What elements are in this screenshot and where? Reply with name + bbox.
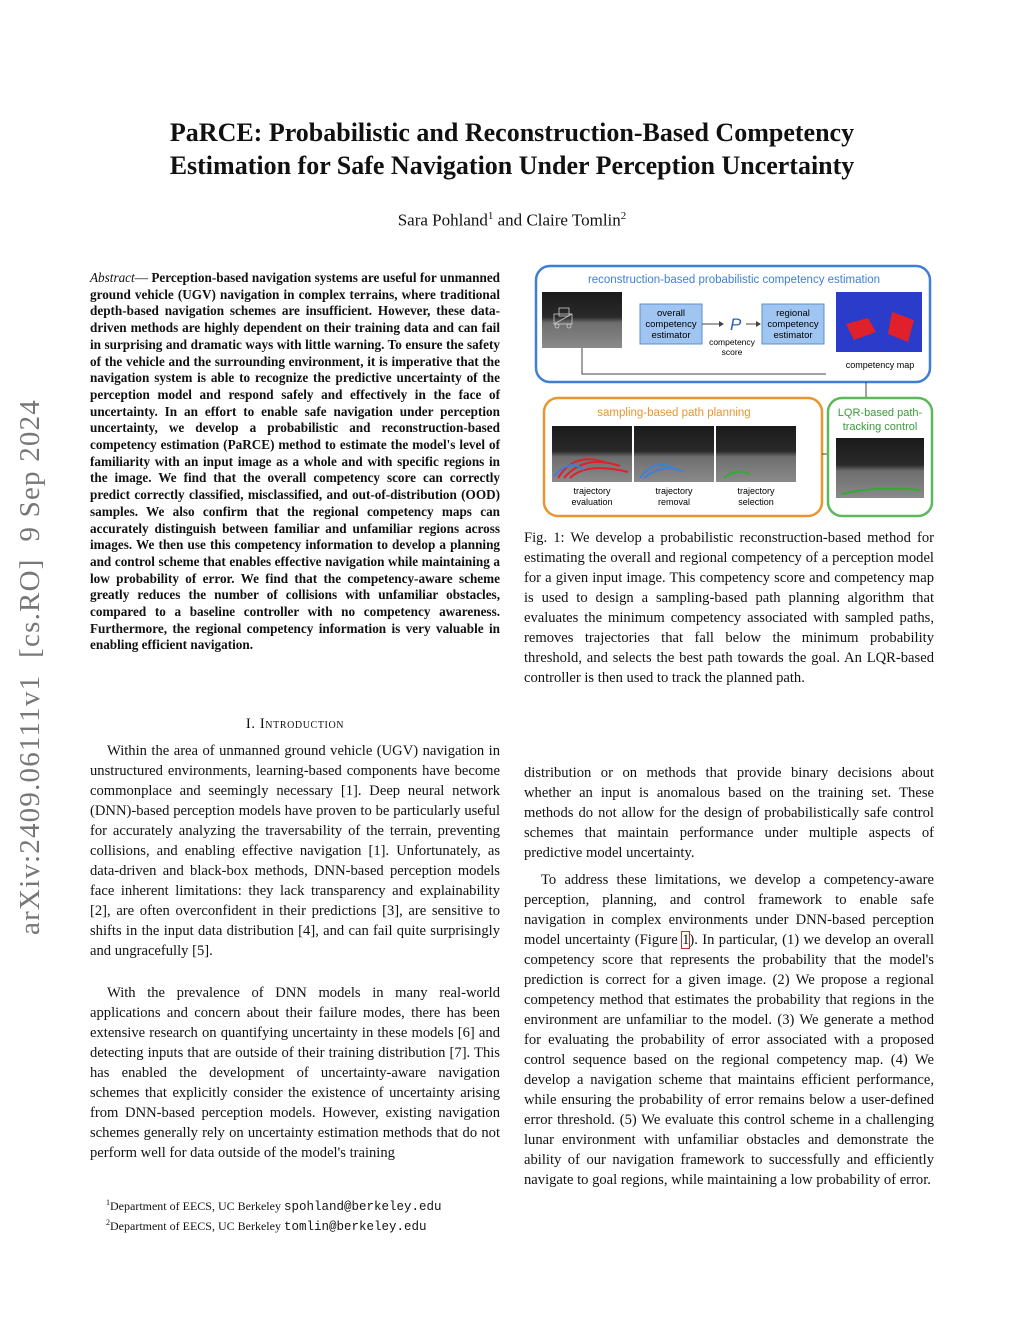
figure-1-caption (524, 528, 934, 688)
abstract (90, 270, 500, 654)
author-1-affil: 1 (487, 210, 494, 222)
intro-paragraph-2 (90, 983, 500, 1163)
regional-box-line-2: competency (767, 319, 819, 330)
footnote-2-mark: 2 (106, 1218, 110, 1227)
right-paragraph-2 (524, 870, 934, 1190)
right-p2-text-a: To address these limitations, we develop a competency-aware perception, planning, and control framework to enable safe navigation in complex environments under DNN-based perception model uncertainty (Figure (524, 872, 934, 948)
panel-title-competency: reconstruction-based probabilistic competency estimation (587, 274, 881, 286)
footnote-2 (90, 1215, 500, 1235)
title-line-2: Estimation for Safe Navigation Under Perception Uncertainty (169, 151, 855, 180)
section-heading-text: I. Introduction (245, 716, 345, 732)
panel-title-planning: sampling-based path planning (597, 407, 751, 419)
trajectory-selection-image (716, 426, 796, 482)
intro-paragraph-1 (90, 741, 500, 961)
authors (90, 210, 934, 231)
regional-box-line-1: regional (776, 308, 810, 319)
figure-reference-link[interactable]: 1 (682, 932, 690, 948)
right-p2-text-b: ). In particular, (1) we develop an overall competency score that represents the probability that the model's prediction is correct for a given image. (2) We propose a regional competency method that estimates the probability that regions in the environment are unfamiliar to the model. (3) We generate a method for evaluating the probability of error associated with a proposed control sequence based on the regional competency map. (4) We develop a navigation scheme that maintains efficient performance, while ensuring the probability of error remains below a user-defined error threshold. (5) We evaluate this control scheme in a challenging lunar environment with unfamiliar obstacles and demonstrate the ability of our navigation framework to successfully and efficiently navigate to goal regions, while maintaining a low probability of error. (524, 932, 934, 1188)
intro-p1-text: Within the area of unmanned ground vehicle (UGV) navigation in unstructured environments, learning-based components have become commonplace and seemingly necessary [1]. Deep neural network (DNN)-based perception models have proven to be particularly useful for accurately analyzing the traversability of the terrain, preventing collisions, and enabling effective navigation [1]. Unfortunately, as data-driven and black-box methods, DNN-based perception models face inherent limitations: they lack transparency and explainability [2], are often overconfident in their predictions [3], are sensitive to shifts in the input data distribution [4], and can fail quite surprisingly and ungracefully [5]. (90, 743, 500, 959)
arxiv-identifier: arXiv:2409.06111v1 [cs.RO] 9 Sep 2024 (14, 399, 46, 935)
step-evaluation-line-1: trajectory (573, 486, 611, 496)
footnote-1-email[interactable]: spohland@berkeley.edu (283, 1200, 442, 1214)
overall-box-line-2: competency (645, 319, 697, 330)
lqr-title-line-1: LQR-based path- (837, 407, 923, 419)
footnote-1-mark: 1 (106, 1198, 110, 1207)
figure-1 (524, 262, 944, 522)
step-removal-line-1: trajectory (655, 486, 693, 496)
step-removal-line-2: removal (657, 497, 691, 507)
section-heading-introduction (90, 716, 500, 733)
author-2-affil: 2 (620, 210, 627, 222)
trajectory-removal-image (634, 426, 714, 482)
title-line-1: PaRCE: Probabilistic and Reconstruction-Based Competency (169, 118, 855, 147)
footnote-1 (90, 1195, 500, 1215)
author-and: and (493, 210, 527, 230)
footnote-1-text: Department of EECS, UC Berkeley (110, 1199, 284, 1213)
score-label-line-1: competency (709, 337, 755, 347)
abstract-dash: — (134, 270, 152, 285)
regional-box-line-3: estimator (773, 330, 813, 341)
competency-map-label: competency map (845, 360, 915, 370)
step-selection-line-1: trajectory (737, 486, 775, 496)
overall-box-line-3: estimator (651, 330, 691, 341)
caption-text: We develop a probabilistic reconstruction-based method for estimating the overall and regional competency of a perception model for a given input image. This competency score and competency map is used to design a sampling-based path planning algorithm that evaluates the minimum competency associated with sampled paths, removes trajectories that fall below the minimum probability threshold, and selects the best path towards the goal. An LQR-based controller is then used to track the planned path. (524, 530, 934, 686)
right-p1-text: distribution or on methods that provide binary decisions about whether an input is anomalous based on the training set. These methods do not allow for the design of probabilistically safe control schemes that maintain performance under multiple aspects of predictive model uncertainty. (524, 765, 934, 861)
footnotes (90, 1195, 500, 1235)
intro-p2-text: With the prevalence of DNN models in many real-world applications and concern about their failure modes, there has been extensive research on quantifying uncertainty in these models [6] and detecting inputs that are outside of their training distribution [7]. This has enabled the development of uncertainty-aware navigation schemes that explicitly consider the existence of uncertainty arising from DNN-based perception models. However, existing navigation schemes generally rely on uncertainty estimation methods that do not perform well for data outside of the model's training (90, 985, 500, 1161)
footnote-2-email[interactable]: tomlin@berkeley.edu (283, 1220, 427, 1234)
step-selection-line-2: selection (738, 497, 774, 507)
author-1: Sara Pohland (397, 210, 488, 230)
trajectory-evaluation-image (552, 426, 632, 482)
abstract-text: Perception-based navigation systems are useful for unmanned ground vehicle (UGV) navigation in complex terrains, where traditional depth-based navigation schemes are insufficient. However, these data-driven methods are highly dependent on their training data and can fail in surprising and dramatic ways with little warning. To ensure the safety of the vehicle and the surrounding environment, it is imperative that the navigation system is able to recognize the predictive uncertainty of the perception model and respond safely and effectively in the face of uncertainty. In an effort to enable safe navigation under perception uncertainty, we develop a probabilistic and reconstruction-based competency estimation (PaRCE) method to estimate the model's level of familiarity with an input image as a whole and with specific regions in the image. We find that the overall competency score can correctly predict correctly classified, misclassified, and out-of-distribution (OOD) samples. We also confirm that the regional competency maps can accurately distinguish between familiar and unfamiliar regions across images. We then use this competency information to develop a planning and control scheme that enables effective navigation while maintaining a low probability of error. We find that the competency-aware scheme greatly reduces the number of collisions with unfamiliar obstacles, compared to a baseline controller with no competency awareness. Furthermore, the regional competency information is very valuable in enabling efficient navigation. (90, 270, 501, 653)
abstract-label: Abstract (90, 270, 135, 285)
right-paragraph-1 (524, 763, 934, 863)
footnote-2-text: Department of EECS, UC Berkeley (110, 1219, 284, 1233)
competency-score-symbol: P (730, 315, 742, 334)
step-evaluation-line-2: evaluation (571, 497, 613, 507)
paper-title (90, 116, 934, 182)
author-2: Claire Tomlin (526, 210, 621, 230)
score-label-line-2: score (721, 347, 743, 357)
lqr-title-line-2: tracking control (842, 421, 918, 433)
caption-label: Fig. 1: (524, 530, 565, 546)
overall-box-line-1: overall (657, 308, 685, 319)
